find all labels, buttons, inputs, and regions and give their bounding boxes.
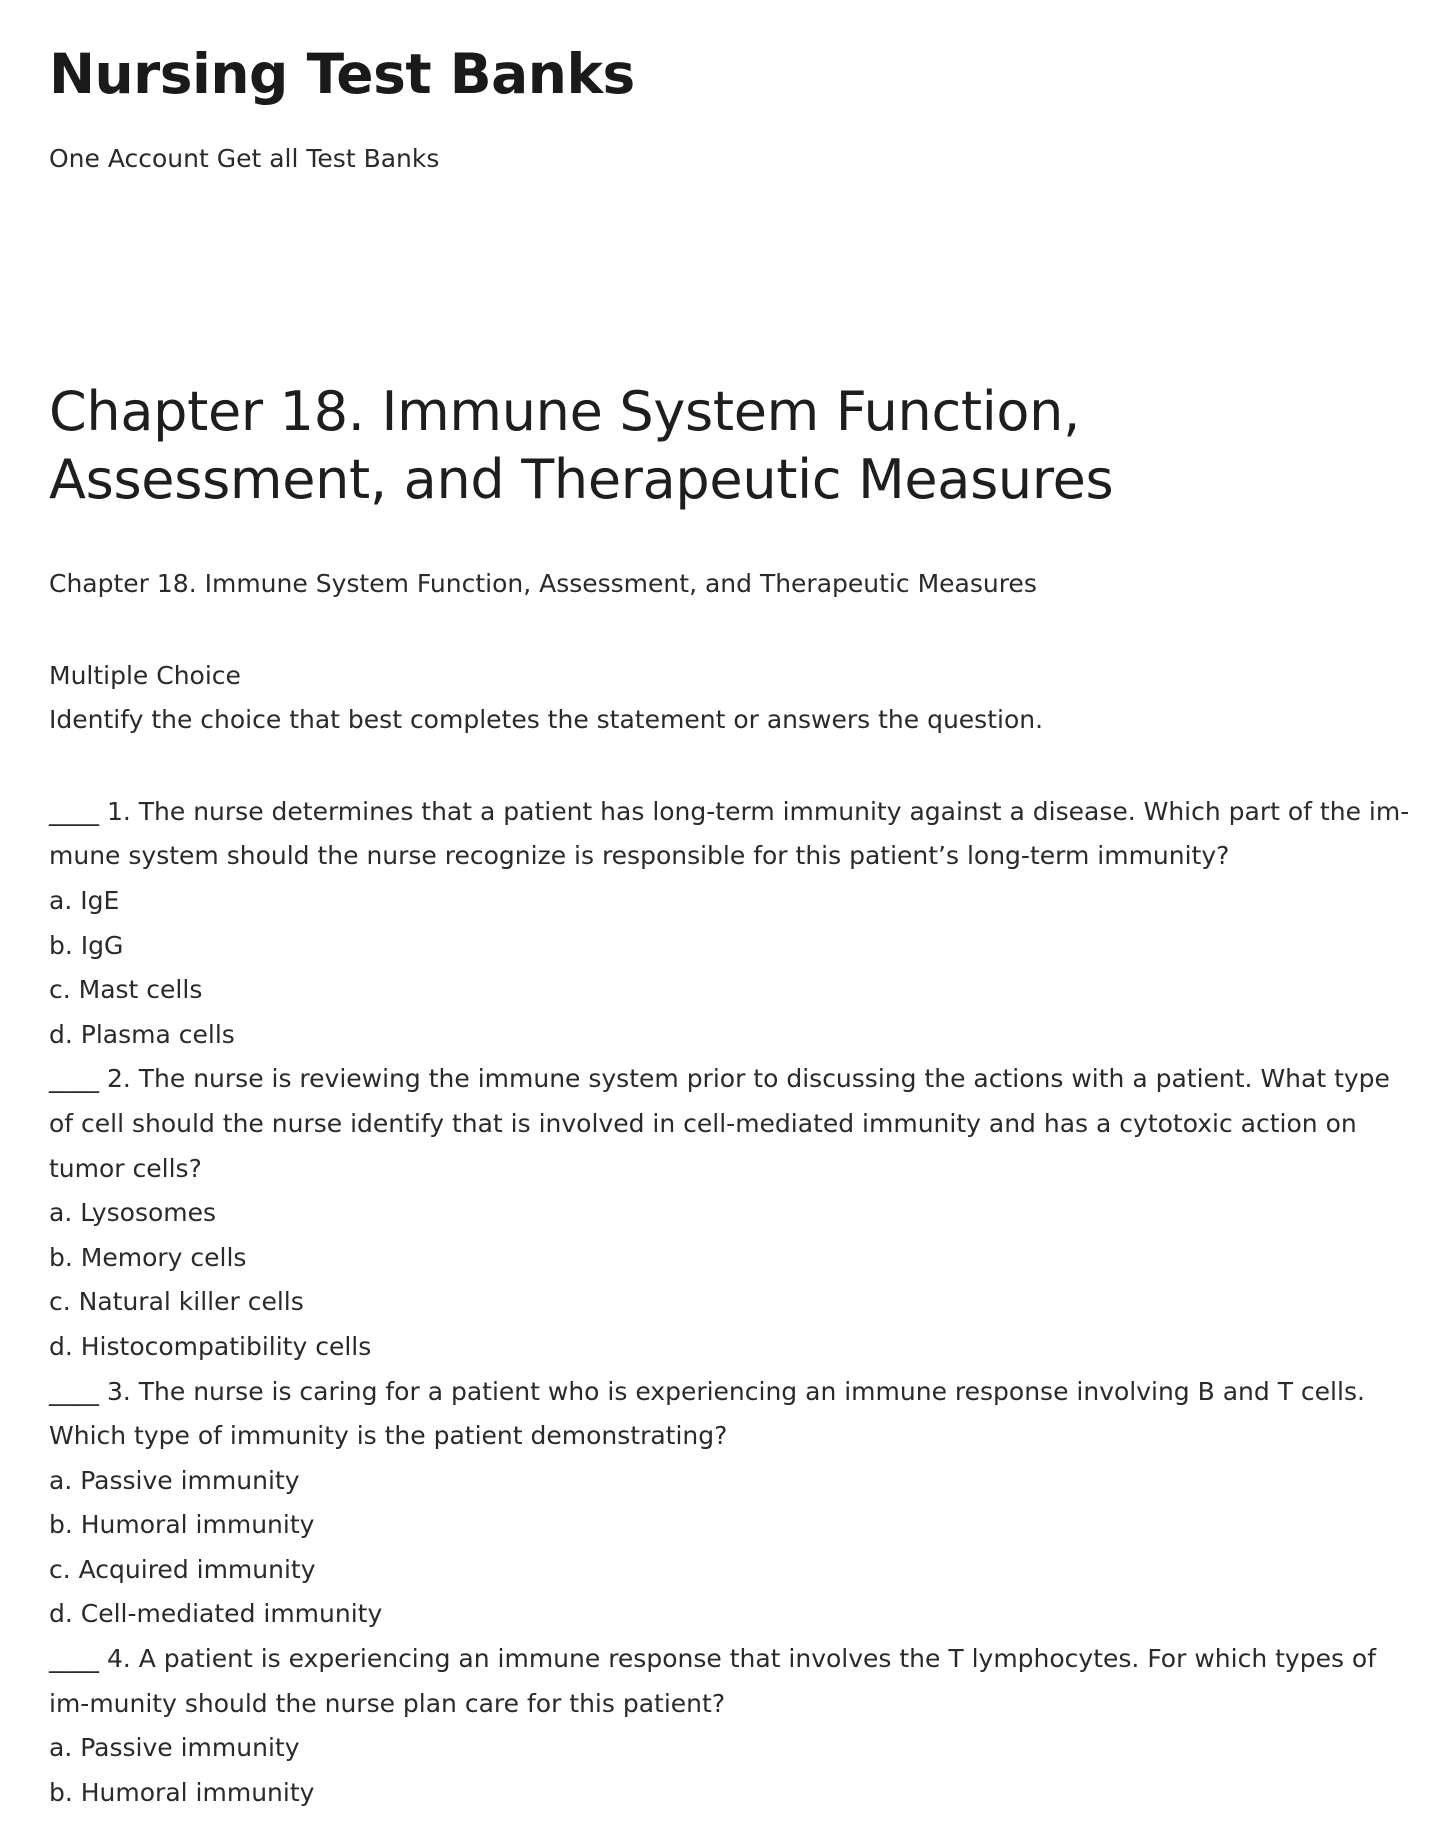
answer-option: c. Natural killer cells (49, 1287, 304, 1317)
question-1 (49, 790, 1419, 1058)
answer-option: c. Acquired immunity (49, 1554, 316, 1584)
answer-blank: ____ (49, 1376, 99, 1406)
answer-option: d. Histocompatibility cells (49, 1331, 372, 1361)
question-2 (49, 1057, 1419, 1369)
site-title: Nursing Test Banks (49, 42, 635, 106)
section-type: Multiple Choice (49, 660, 241, 690)
question-text (49, 1057, 1419, 1191)
answer-option: a. IgE (49, 885, 120, 915)
site-tagline: One Account Get all Test Banks (49, 144, 440, 173)
answer-option: b. Humoral immunity (49, 1777, 315, 1807)
document-content (49, 562, 1419, 1815)
answer-option: b. IgG (49, 930, 124, 960)
question-3 (49, 1370, 1419, 1638)
chapter-subheading: Chapter 18. Immune System Function, Assessment, and Therapeutic Measures (49, 569, 1037, 598)
answer-option: d. Cell-mediated immunity (49, 1599, 383, 1629)
question-body: 2. The nurse is reviewing the immune system prior to discussing the actions with a patient. What type of cell should the nurse identify that is involved in cell-mediated immunity and has a cytotoxic action on tumor cells? (49, 1064, 1390, 1183)
answer-option: a. Lysosomes (49, 1198, 217, 1228)
question-text (49, 1370, 1419, 1459)
question-4 (49, 1637, 1419, 1815)
question-body: 4. A patient is experiencing an immune response that involves the T lymphocytes. For which types of im-munity should the nurse plan care for this patient? (49, 1644, 1377, 1718)
answer-option: b. Humoral immunity (49, 1510, 315, 1540)
answer-blank: ____ (49, 796, 99, 826)
question-body: 1. The nurse determines that a patient has long-term immunity against a disease. Which part of the im-mune system should the nurse recognize is responsible for this patient’s long-term immunity? (49, 796, 1410, 871)
answer-option: d. Plasma cells (49, 1019, 235, 1049)
question-text (49, 790, 1419, 879)
question-body: 3. The nurse is caring for a patient who is experiencing an immune response involving B and T cells. Which type of immunity is the patient demonstrating? (49, 1376, 1365, 1451)
chapter-heading: Chapter 18. Immune System Function, Assessment, and Therapeutic Measures (49, 380, 1114, 511)
answer-option: a. Passive immunity (49, 1465, 300, 1495)
section-instructions: Identify the choice that best completes the statement or answers the question. (49, 705, 1044, 735)
answer-option: c. Mast cells (49, 975, 203, 1005)
answer-blank: ____ (49, 1644, 99, 1674)
answer-option: a. Passive immunity (49, 1733, 300, 1763)
question-text (49, 1637, 1419, 1726)
answer-option: b. Memory cells (49, 1242, 247, 1272)
answer-blank: ____ (49, 1064, 99, 1094)
